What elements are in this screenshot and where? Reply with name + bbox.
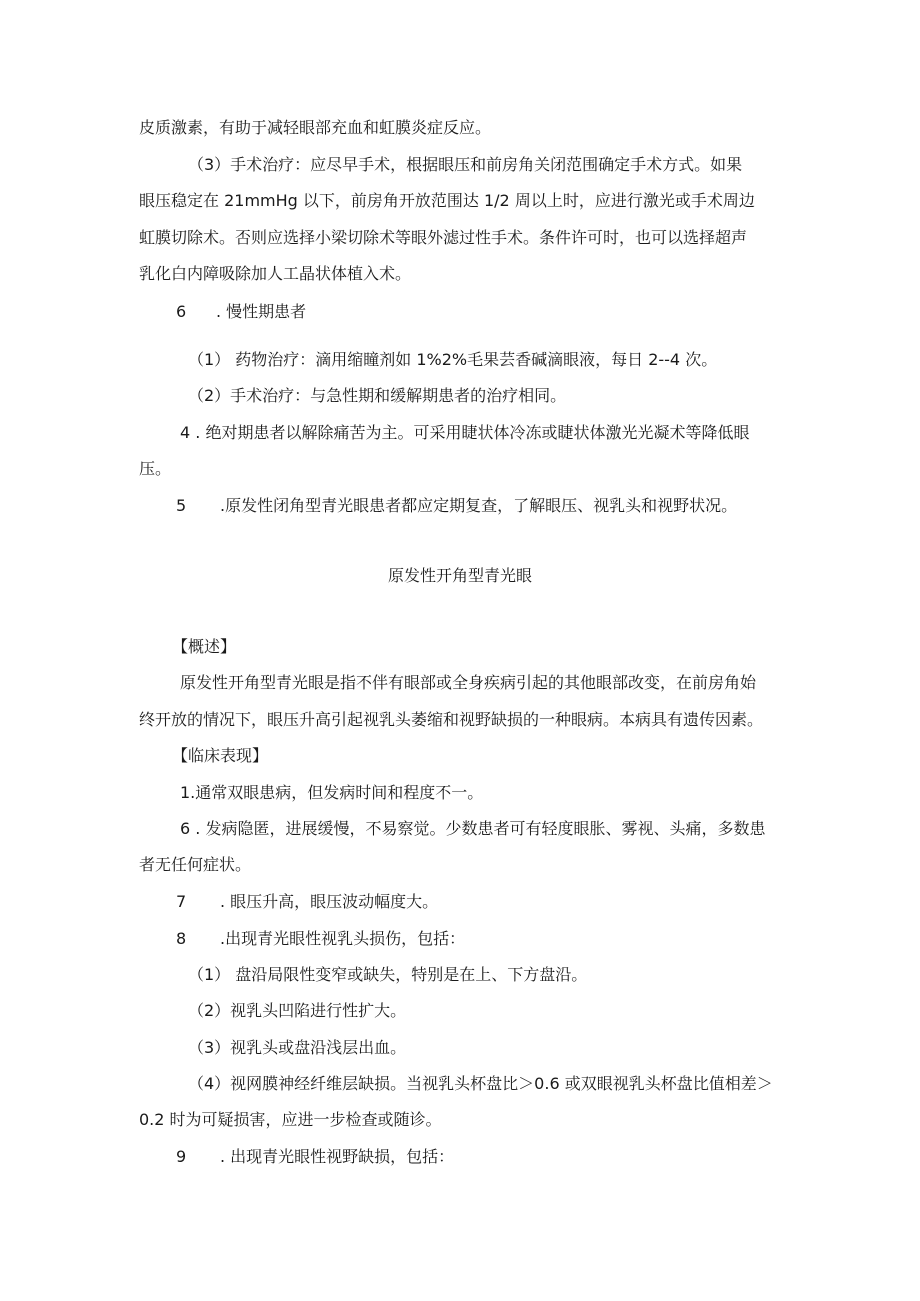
- paragraph-line: .原发性闭角型青光眼患者都应定期复查，了解眼压、视乳头和视野状况。: [220, 496, 738, 515]
- paragraph-line: （2）手术治疗：与急性期和缓解期患者的治疗相同。: [188, 386, 567, 405]
- paragraph-line: 6 . 发病隐匿，进展缓慢，不易察觉。少数患者可有轻度眼胀、雾视、头痛，多数患: [180, 819, 766, 838]
- subsection-heading: 【临床表现】: [172, 746, 269, 765]
- paragraph-line: 原发性开角型青光眼是指不伴有眼部或全身疾病引起的其他眼部改变，在前房角始: [180, 673, 757, 692]
- paragraph-line: 1.通常双眼患病，但发病时间和程度不一。: [180, 783, 484, 802]
- subsection-heading: 【概述】: [172, 637, 237, 656]
- paragraph-line: .出现青光眼性视乳头损伤，包括：: [220, 929, 466, 948]
- paragraph-line: （1） 药物治疗：滴用缩瞳剂如 1%2%毛果芸香碱滴眼液，每日 2--4 次。: [188, 350, 718, 369]
- paragraph-line: （4）视网膜神经纤维层缺损。当视乳头杯盘比＞0.6 或双眼视乳头杯盘比值相差＞: [188, 1074, 773, 1093]
- section-title: 原发性开角型青光眼: [387, 566, 532, 585]
- paragraph-line: （2）视乳头凹陷进行性扩大。: [188, 1001, 407, 1020]
- paragraph-line: 皮质激素，有助于减轻眼部充血和虹膜炎症反应。: [139, 118, 492, 137]
- section-heading: . 慢性期患者: [216, 302, 307, 321]
- paragraph-line: 眼压稳定在 21mmHg 以下，前房角开放范围达 1/2 周以上时，应进行激光或手术周边: [139, 191, 755, 210]
- paragraph-line: 乳化白内障吸除加人工晶状体植入术。: [139, 264, 412, 283]
- paragraph-line: （1） 盘沿局限性变窄或缺失，特别是在上、下方盘沿。: [188, 965, 588, 984]
- paragraph-line: . 出现青光眼性视野缺损，包括：: [220, 1147, 455, 1166]
- paragraph-line: . 眼压升高，眼压波动幅度大。: [220, 892, 439, 911]
- list-number: 8: [176, 929, 187, 948]
- paragraph-line: （3）视乳头或盘沿浅层出血。: [188, 1038, 407, 1057]
- list-number: 6: [176, 302, 187, 321]
- paragraph-line: 虹膜切除术。否则应选择小梁切除术等眼外滤过性手术。条件许可时，也可以选择超声: [139, 228, 748, 247]
- paragraph-line: 终开放的情况下，眼压升高引起视乳头萎缩和视野缺损的一种眼病。本病具有遗传因素。: [139, 710, 764, 729]
- paragraph-line: 压。: [139, 459, 172, 478]
- list-number: 5: [176, 496, 187, 515]
- paragraph-line: 0.2 时为可疑损害，应进一步检查或随诊。: [139, 1110, 442, 1129]
- list-number: 7: [176, 892, 187, 911]
- list-number: 9: [176, 1147, 187, 1166]
- paragraph-line: （3）手术治疗：应尽早手术，根据眼压和前房角关闭范围确定手术方式。如果: [188, 155, 743, 174]
- paragraph-line: 者无任何症状。: [139, 855, 252, 874]
- paragraph-line: 4 . 绝对期患者以解除痛苦为主。可采用睫状体冷冻或睫状体激光光凝术等降低眼: [180, 423, 750, 442]
